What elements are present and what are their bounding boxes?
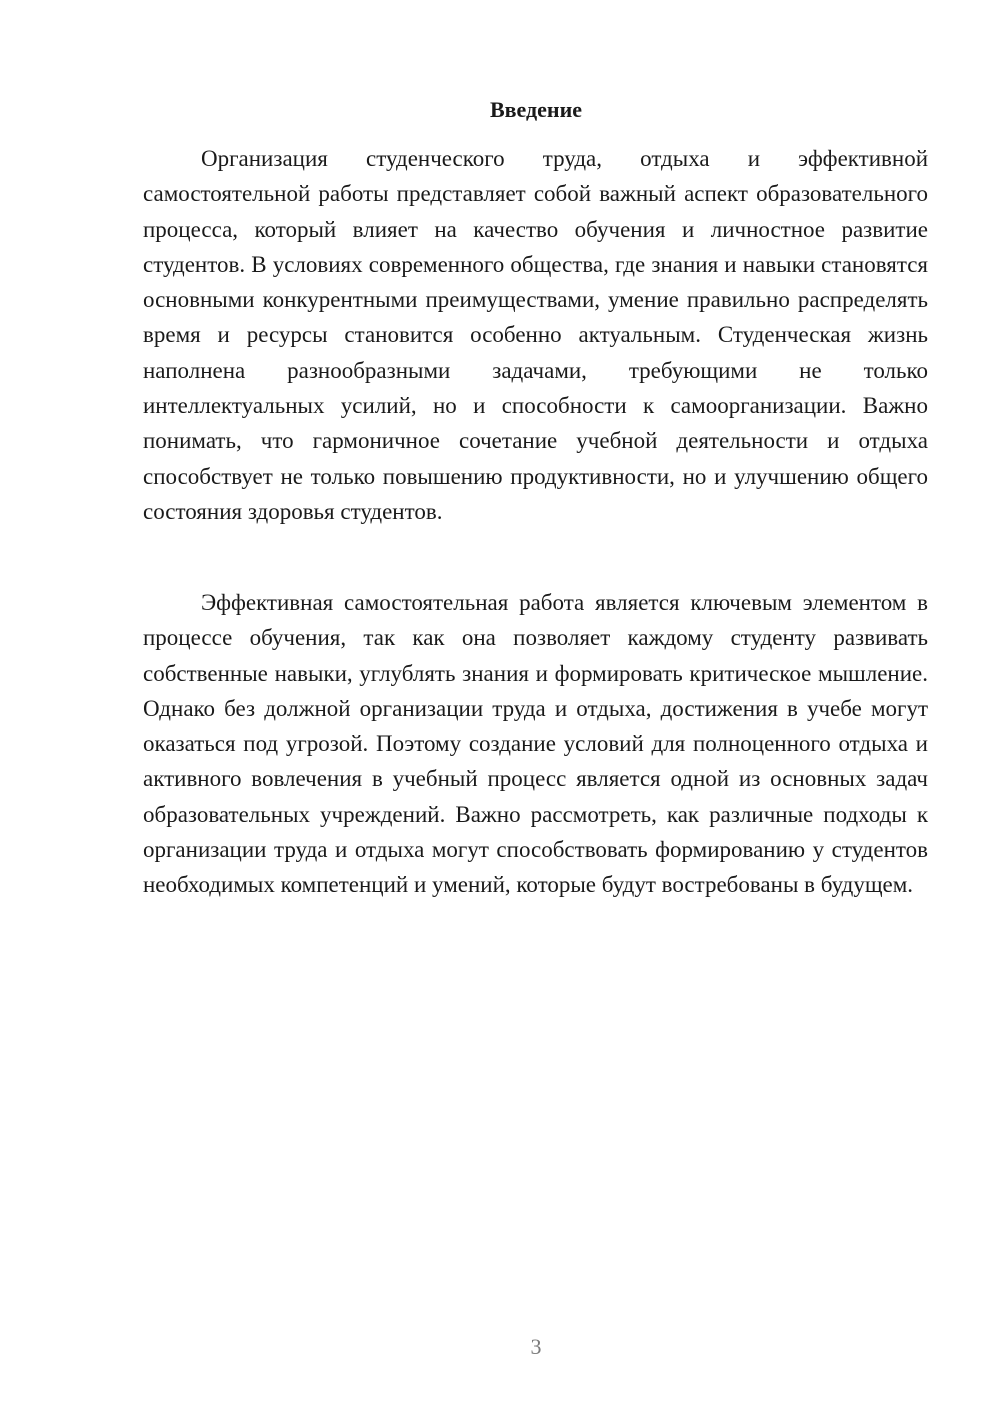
page-number: 3 bbox=[530, 1334, 542, 1359]
section-heading: Введение bbox=[489, 97, 583, 122]
paragraph-1: Организация студенческого труда, отдыха и эффективной самостоятельной работы представляет собой важный аспект образовательного процесса, который влияет на качество обучения и личностное развитие студентов. В условиях современного общества, где знания и навыки становятся основными конкурентными преимуществами, умение правильно распределять время и ресурсы становится особенно актуальным. Студенческая жизнь наполнена разнообразными задачами, требующими не только интеллектуальных усилий, но и способности к самоорганизации. Важно понимать, что гармоничное сочетание учебной деятельности и отдыха способствует не только повышению продуктивности, но и улучшению общего состояния здоровья студентов. bbox=[143, 146, 928, 524]
paragraph-2: Эффективная самостоятельная работа является ключевым элементом в процессе обучения, так как она позволяет каждому студенту развивать собственные навыки, углублять знания и формировать критическое мышление. Однако без должной организации труда и отдыха, достижения в учебе могут оказаться под угрозой. Поэтому создание условий для полноценного отдыха и активного вовлечения в учебный процесс является одной из основных задач образовательных учреждений. Важно рассмотреть, как различные подходы к организации труда и отдыха могут способствовать формированию у студентов необходимых компетенций и умений, которые будут востребованы в будущем. bbox=[143, 590, 928, 898]
